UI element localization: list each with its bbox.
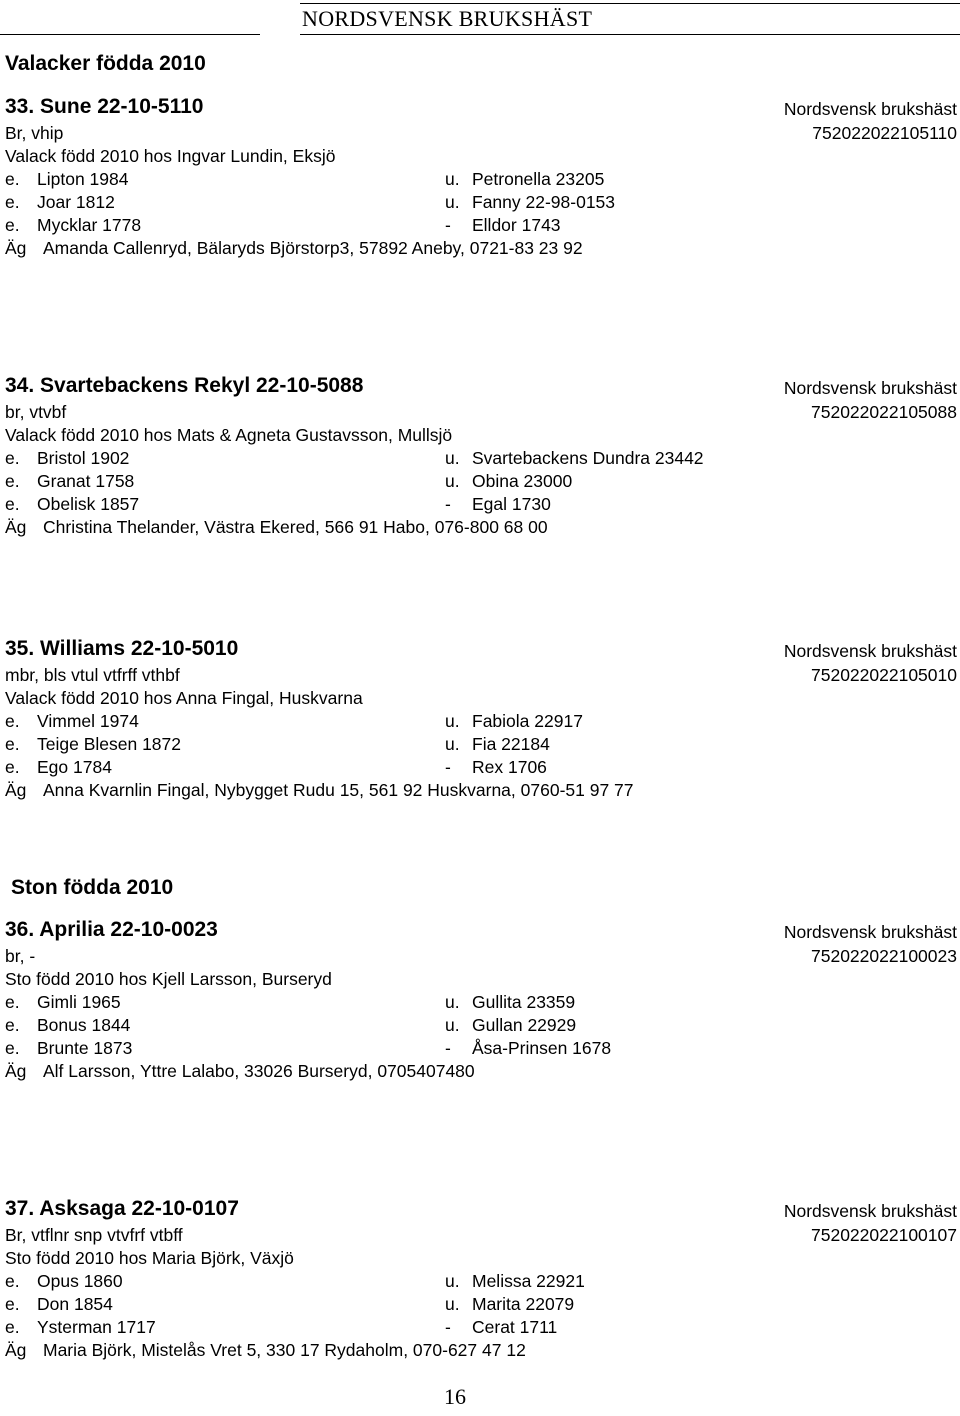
pedigree-u-mark: - — [445, 1038, 451, 1058]
entry-title-row — [5, 373, 957, 399]
header-title: NORDSVENSK BRUKSHÄST — [302, 6, 593, 31]
horse-entry — [0, 1196, 960, 1416]
entry-color-row — [5, 1224, 957, 1247]
pedigree-e-mark: e. — [5, 992, 20, 1012]
entry-title-row — [5, 636, 957, 662]
pedigree-e-mark: e. — [5, 1015, 20, 1035]
pedigree-sire: Don 1854 — [37, 1294, 113, 1314]
pedigree-u-mark: - — [445, 215, 451, 235]
horse-entry — [0, 917, 960, 1137]
pedigree-dam: Gullita 23359 — [472, 992, 576, 1012]
pedigree-dam: Svartebackens Dundra 23442 — [472, 448, 704, 468]
horse-breed: Nordsvensk brukshäst — [783, 922, 957, 942]
horse-breed: Nordsvensk brukshäst — [783, 641, 957, 661]
entry-color-row — [5, 401, 957, 424]
pedigree-dam: Egal 1730 — [472, 494, 551, 514]
header-rule-top — [300, 3, 960, 4]
owner-row — [5, 237, 957, 260]
pedigree-row — [5, 191, 957, 214]
pedigree-dam: Gullan 22929 — [472, 1015, 577, 1035]
horse-breed: Nordsvensk brukshäst — [783, 99, 957, 119]
pedigree-e-mark: e. — [5, 757, 20, 777]
owner-text: Amanda Callenryd, Bälaryds Björstorp3, 57892 Aneby, 0721-83 23 92 — [43, 238, 583, 258]
pedigree-e-mark: e. — [5, 494, 20, 514]
header-rule-right — [300, 34, 960, 35]
pedigree-u-mark: u. — [445, 1294, 460, 1314]
horse-birth: Valack född 2010 hos Anna Fingal, Huskvarna — [5, 688, 363, 708]
owner-text: Christina Thelander, Västra Ekered, 566 91 Habo, 076-800 68 00 — [43, 517, 548, 537]
horse-breed: Nordsvensk brukshäst — [783, 378, 957, 398]
owner-label: Äg — [5, 517, 27, 537]
horse-birth: Sto född 2010 hos Kjell Larsson, Burseryd — [5, 969, 332, 989]
owner-label: Äg — [5, 1340, 27, 1360]
pedigree-u-mark: u. — [445, 169, 460, 189]
pedigree-dam: Fia 22184 — [472, 734, 550, 754]
horse-title: 36. Aprilia 22-10-0023 — [5, 918, 218, 941]
pedigree-row — [5, 470, 957, 493]
pedigree-row — [5, 733, 957, 756]
pedigree-sire: Obelisk 1857 — [37, 494, 140, 514]
horse-entry — [0, 94, 960, 314]
pedigree-sire: Brunte 1873 — [37, 1038, 133, 1058]
pedigree-u-mark: u. — [445, 1015, 460, 1035]
pedigree-row — [5, 1037, 957, 1060]
pedigree-row — [5, 214, 957, 237]
pedigree-e-mark: e. — [5, 215, 20, 235]
pedigree-dam: Marita 22079 — [472, 1294, 575, 1314]
pedigree-e-mark: e. — [5, 1317, 20, 1337]
horse-birth: Valack född 2010 hos Ingvar Lundin, Eksjö — [5, 146, 336, 166]
pedigree-u-mark: - — [445, 757, 451, 777]
pedigree-dam: Obina 23000 — [472, 471, 573, 491]
pedigree-row — [5, 991, 957, 1014]
pedigree-e-mark: e. — [5, 192, 20, 212]
owner-text: Anna Kvarnlin Fingal, Nybygget Rudu 15, 561 92 Huskvarna, 0760-51 97 77 — [43, 780, 634, 800]
pedigree-u-mark: u. — [445, 992, 460, 1012]
pedigree-e-mark: e. — [5, 711, 20, 731]
entry-title-row — [5, 94, 957, 120]
horse-reg-id: 752022022105110 — [812, 123, 957, 143]
pedigree-u-mark: u. — [445, 192, 460, 212]
pedigree-sire: Bonus 1844 — [37, 1015, 131, 1035]
horse-reg-id: 752022022100107 — [811, 1225, 957, 1245]
pedigree-sire: Joar 1812 — [37, 192, 115, 212]
pedigree-row — [5, 168, 957, 191]
pedigree-u-mark: u. — [445, 1271, 460, 1291]
horse-color: br, vtvbf — [5, 402, 67, 422]
section-heading-valacker: Valacker födda 2010 — [5, 52, 206, 75]
pedigree-dam: Elldor 1743 — [472, 215, 561, 235]
pedigree-e-mark: e. — [5, 448, 20, 468]
horse-entry — [0, 636, 960, 856]
pedigree-sire: Teige Blesen 1872 — [37, 734, 181, 754]
pedigree-row — [5, 1316, 957, 1339]
owner-label: Äg — [5, 238, 27, 258]
pedigree-dam: Rex 1706 — [472, 757, 547, 777]
pedigree-u-mark: - — [445, 494, 451, 514]
owner-row — [5, 1339, 957, 1362]
pedigree-e-mark: e. — [5, 169, 20, 189]
pedigree-row — [5, 756, 957, 779]
horse-title: 37. Asksaga 22-10-0107 — [5, 1197, 239, 1220]
pedigree-e-mark: e. — [5, 1038, 20, 1058]
pedigree-dam: Åsa-Prinsen 1678 — [472, 1038, 612, 1058]
pedigree-sire: Ysterman 1717 — [37, 1317, 156, 1337]
pedigree-e-mark: e. — [5, 471, 20, 491]
pedigree-u-mark: - — [445, 1317, 451, 1337]
horse-birth: Valack född 2010 hos Mats & Agneta Gustavsson, Mullsjö — [5, 425, 453, 445]
owner-row — [5, 779, 957, 802]
pedigree-u-mark: u. — [445, 471, 460, 491]
pedigree-u-mark: u. — [445, 711, 460, 731]
horse-entry — [0, 373, 960, 593]
pedigree-row — [5, 710, 957, 733]
pedigree-sire: Vimmel 1974 — [37, 711, 139, 731]
pedigree-dam: Fabiola 22917 — [472, 711, 583, 731]
page-header — [0, 0, 960, 36]
horse-color: br, - — [5, 946, 36, 966]
owner-row — [5, 1060, 957, 1083]
page-number: 16 — [444, 1384, 466, 1409]
owner-row — [5, 516, 957, 539]
horse-reg-id: 752022022100023 — [811, 946, 957, 966]
pedigree-dam: Melissa 22921 — [472, 1271, 585, 1291]
horse-color: mbr, bls vtul vtfrff vthbf — [5, 665, 180, 685]
pedigree-dam: Fanny 22-98-0153 — [472, 192, 616, 212]
pedigree-sire: Bristol 1902 — [37, 448, 130, 468]
horse-color: Br, vtflnr snp vtvfrf vtbff — [5, 1225, 183, 1245]
owner-text: Alf Larsson, Yttre Lalabo, 33026 Burseryd, 0705407480 — [43, 1061, 475, 1081]
pedigree-sire: Mycklar 1778 — [37, 215, 142, 235]
pedigree-e-mark: e. — [5, 1294, 20, 1314]
pedigree-e-mark: e. — [5, 734, 20, 754]
pedigree-sire: Ego 1784 — [37, 757, 112, 777]
pedigree-u-mark: u. — [445, 448, 460, 468]
header-rule-left — [0, 34, 260, 35]
pedigree-u-mark: u. — [445, 734, 460, 754]
entry-title-row — [5, 917, 957, 943]
pedigree-sire: Lipton 1984 — [37, 169, 129, 189]
owner-label: Äg — [5, 780, 27, 800]
pedigree-e-mark: e. — [5, 1271, 20, 1291]
owner-label: Äg — [5, 1061, 27, 1081]
entry-color-row — [5, 122, 957, 145]
pedigree-row — [5, 1293, 957, 1316]
pedigree-sire: Gimli 1965 — [37, 992, 121, 1012]
pedigree-row — [5, 1014, 957, 1037]
horse-color: Br, vhip — [5, 123, 64, 143]
entry-title-row — [5, 1196, 957, 1222]
horse-reg-id: 752022022105010 — [811, 665, 957, 685]
horse-breed: Nordsvensk brukshäst — [783, 1201, 957, 1221]
horse-birth: Sto född 2010 hos Maria Björk, Växjö — [5, 1248, 294, 1268]
section-heading-ston: Ston födda 2010 — [11, 876, 174, 899]
pedigree-dam: Cerat 1711 — [472, 1317, 558, 1337]
owner-text: Maria Björk, Mistelås Vret 5, 330 17 Rydaholm, 070-627 47 12 — [43, 1340, 526, 1360]
pedigree-row — [5, 1270, 957, 1293]
horse-title: 34. Svartebackens Rekyl 22-10-5088 — [5, 374, 364, 397]
horse-title: 33. Sune 22-10-5110 — [5, 95, 204, 118]
pedigree-sire: Opus 1860 — [37, 1271, 123, 1291]
pedigree-row — [5, 447, 957, 470]
pedigree-dam: Petronella 23205 — [472, 169, 605, 189]
horse-reg-id: 752022022105088 — [811, 402, 957, 422]
pedigree-sire: Granat 1758 — [37, 471, 135, 491]
entry-color-row — [5, 945, 957, 968]
horse-title: 35. Williams 22-10-5010 — [5, 637, 239, 660]
entry-color-row — [5, 664, 957, 687]
pedigree-row — [5, 493, 957, 516]
